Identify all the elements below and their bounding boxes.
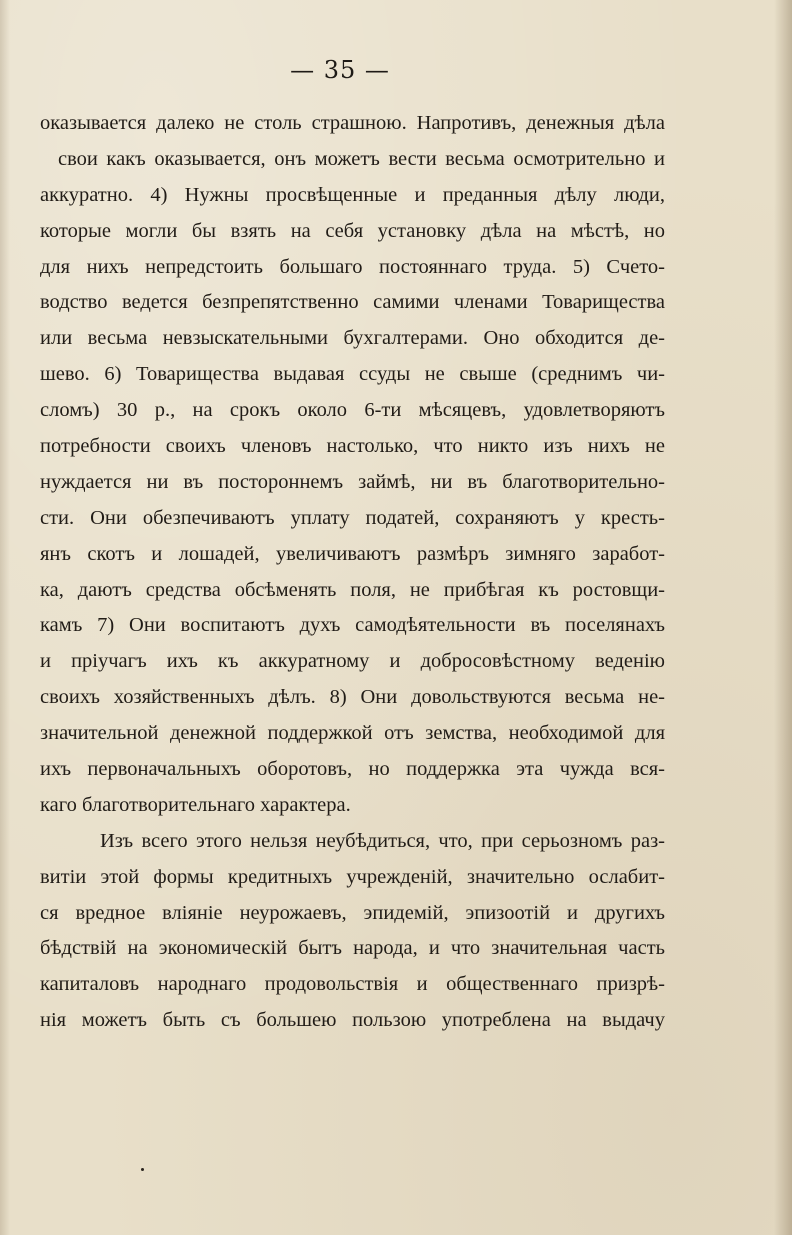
text-line: камъ 7) Они воспитаютъ духъ самодѣятельности въ поселянахъ bbox=[40, 614, 665, 637]
text-line: или весьма невзыскательными бухгалтерами. Оно обходится де- bbox=[40, 327, 665, 350]
text-line: аккуратно. 4) Нужны просвѣщенные и преданныя дѣлу люди, bbox=[40, 183, 665, 206]
text-line: капиталовъ народнаго продовольствія и общественнаго призрѣ- bbox=[40, 973, 665, 996]
text-line: значительной денежной поддержкой отъ земства, необходимой для bbox=[40, 722, 665, 745]
text-line: витіи этой формы кредитныхъ учрежденій, значительно ослабит- bbox=[40, 865, 665, 888]
text-line: которые могли бы взять на себя установку дѣла на мѣстѣ, но bbox=[40, 219, 665, 242]
text-line: оказывается далеко не столь страшною. Напротивъ, денежныя дѣла bbox=[40, 112, 665, 134]
page-right-edge-shadow bbox=[774, 0, 792, 1235]
text-line: бѣдствій на экономическій бытъ народа, и что значительная часть bbox=[40, 937, 665, 960]
text-line: и пріучагъ ихъ къ аккуратному и добросовѣстному веденію bbox=[40, 650, 665, 673]
text-line: янъ скотъ и лошадей, увеличиваютъ размѣръ зимняго заработ- bbox=[40, 542, 665, 565]
text-line: сломъ) 30 р., на срокъ около 6-ти мѣсяцевъ, удовлетворяютъ bbox=[40, 399, 665, 422]
text-line: ихъ первоначальныхъ оборотовъ, но поддержка эта чужда вся- bbox=[40, 758, 665, 781]
text-line: своихъ хозяйственныхъ дѣлъ. 8) Они довольствуются весьма не- bbox=[40, 686, 665, 709]
text-line: нія можетъ быть съ большею пользою употреблена на выдачу bbox=[40, 1009, 665, 1032]
page-left-edge-shadow bbox=[0, 0, 10, 1235]
text-line: потребности своихъ членовъ настолько, что никто изъ нихъ не bbox=[40, 435, 665, 458]
paragraph-first-line: Изъ всего этого нельзя неубѣдиться, что, при серьозномъ раз- bbox=[100, 829, 665, 852]
page-number: — 35 — bbox=[290, 56, 390, 84]
text-line: ка, даютъ средства обсѣменять поля, не прибѣгая къ ростовщи- bbox=[40, 578, 665, 601]
text-line: свои какъ оказывается, онъ можетъ вести весьма осмотрительно и bbox=[58, 147, 665, 170]
text-line: шево. 6) Товарищества выдавая ссуды не свыше (среднимъ чи- bbox=[40, 363, 665, 386]
text-line: каго благотворительнаго характера. bbox=[40, 793, 351, 816]
text-line: водство ведется безпрепятственно самими членами Товарищества bbox=[40, 291, 665, 314]
text-line: сти. Они обезпечиваютъ уплату податей, сохраняютъ у кресть- bbox=[40, 506, 665, 529]
text-line: ся вредное вліяніе неурожаевъ, эпидемій, эпизоотій и другихъ bbox=[40, 901, 665, 924]
text-line: для нихъ непредстоить большаго постояннаго труда. 5) Счето- bbox=[40, 255, 665, 278]
text-line: нуждается ни въ постороннемъ займѣ, ни въ благотворительно- bbox=[40, 470, 665, 493]
body-text bbox=[40, 106, 665, 1039]
ink-speck bbox=[141, 1168, 144, 1171]
